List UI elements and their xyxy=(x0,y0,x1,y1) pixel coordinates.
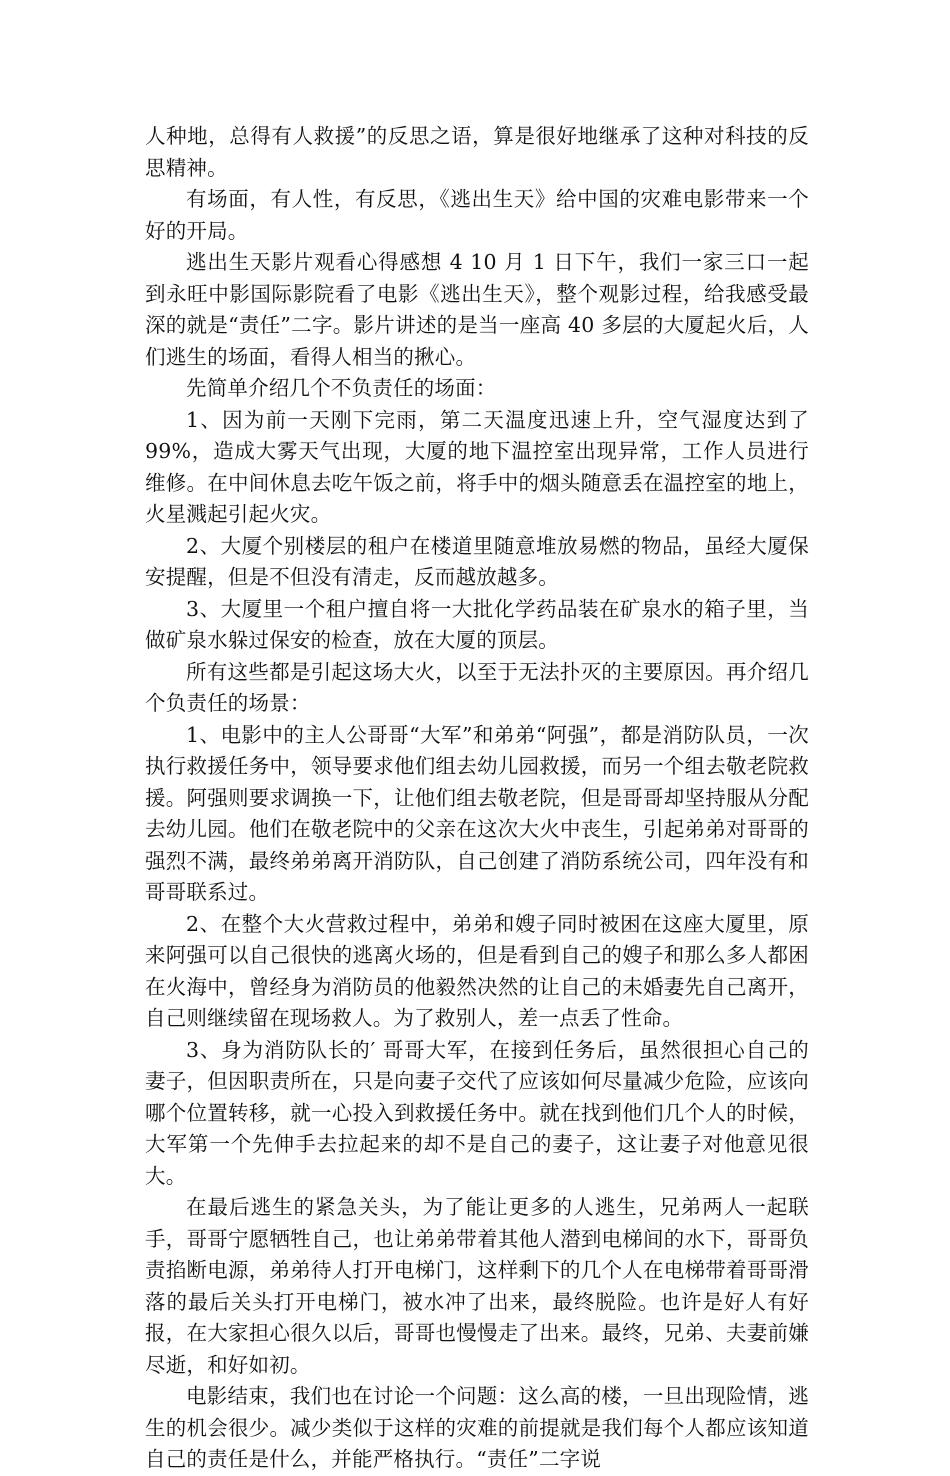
paragraph: 所有这些都是引起这场大火，以至于无法扑灭的主要原因。再介绍几个负责任的场景： xyxy=(145,659,809,715)
paragraph: 3、大厦里一个租户擅自将一大批化学药品装在矿泉水的箱子里，当做矿泉水躲过保安的检查，放在大厦的顶层。 xyxy=(145,596,809,652)
paragraph: 人种地，总得有人救援”的反思之语，算是很好地继承了这种对科技的反思精神。 xyxy=(145,124,809,180)
paragraph: 逃出生天影片观看心得感想 4 10 月 1 日下午，我们一家三口一起到永旺中影国际影院看了电影《逃出生天》，整个观影过程，给我感受最深的就是“责任”二字。影片讲述的是当一座高 40 多层的大厦起火后，人们逃生的场面，看得人相当的揪心。 xyxy=(145,250,809,369)
document-page xyxy=(145,121,809,1476)
paragraph: 2、在整个大火营救过程中，弟弟和嫂子同时被困在这座大厦里，原来阿强可以自己很快的逃离火场的，但是看到自己的嫂子和那么多人都困在火海中，曾经身为消防员的他毅然决然的让自己的未婚妻先自己离开，自己则继续留在现场救人。为了救别人，差一点丢了性命。 xyxy=(145,911,809,1030)
paragraph: 先简单介绍几个不负责任的场面： xyxy=(186,376,497,400)
paragraph: 1、电影中的主人公哥哥“大军”和弟弟“阿强”，都是消防队员，一次执行救援任务中，领导要求他们组去幼儿园救援，而另一个组去敬老院救援。阿强则要求调换一下，让他们组去敬老院，但是哥哥却坚持服从分配去幼儿园。他们在敬老院中的父亲在这次大火中丧生，引起弟弟对哥哥的强烈不满，最终弟弟离开消防队，自己创建了消防系统公司，四年没有和哥哥联系过。 xyxy=(145,722,809,904)
paragraph: 有场面，有人性，有反思，《逃出生天》给中国的灾难电影带来一个好的开局。 xyxy=(145,187,809,243)
paragraph: 在最后逃生的紧急关头，为了能让更多的人逃生，兄弟两人一起联手，哥哥宁愿牺牲自己，也让弟弟带着其他人潜到电梯间的水下，哥哥负责掐断电源，弟弟待人打开电梯门，这样剩下的几个人在电梯带着哥哥滑落的最后关头打开电梯门，被水冲了出来，最终脱险。也许是好人有好报，在大家担心很久以后，哥哥也慢慢走了出来。最终，兄弟、夫妻前嫌尽逝，和好如初。 xyxy=(145,1195,809,1377)
paragraph: 电影结束，我们也在讨论一个问题：这么高的楼，一旦出现险情，逃生的机会很少。减少类似于这样的灾难的前提就是我们每个人都应该知道自己的责任是什么，并能严格执行。“责任”二字说 xyxy=(145,1384,809,1471)
paragraph: 1、因为前一天刚下完雨，第二天温度迅速上升，空气湿度达到了 99%，造成大雾天气出现，大厦的地下温控室出现异常，工作人员进行维修。在中间休息去吃午饭之前，将手中的烟头随意丢在温控室的地上，火星溅起引起火灾。 xyxy=(145,407,809,526)
paragraph: 3、身为消防队长的′ 哥哥大军，在接到任务后，虽然很担心自己的妻子，但因职责所在，只是向妻子交代了应该如何尽量减少危险，应该向哪个位置转移，就一心投入到救援任务中。就在找到他们几个人的时候，大军第一个先伸手去拉起来的却不是自己的妻子，这让妻子对他意见很大。 xyxy=(145,1037,809,1188)
paragraph: 2、大厦个别楼层的租户在楼道里随意堆放易燃的物品，虽经大厦保安提醒，但是不但没有清走，反而越放越多。 xyxy=(145,533,809,589)
